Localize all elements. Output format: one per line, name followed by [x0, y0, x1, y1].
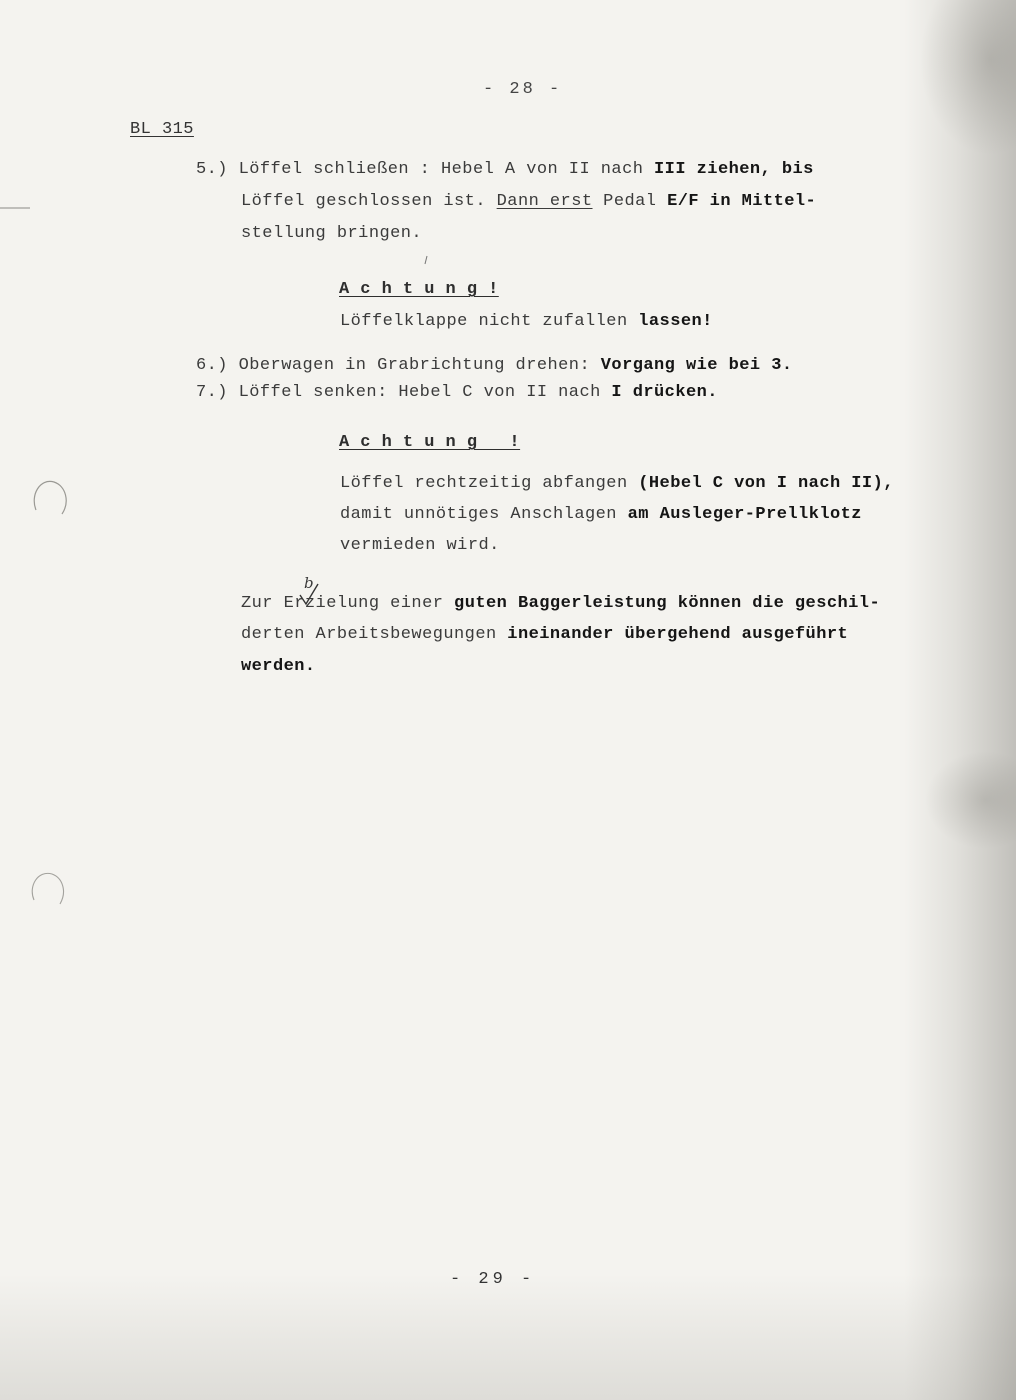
warning-1-text-main: Löffelklappe nicht zufallen — [340, 312, 639, 331]
warning-2-line-1 — [340, 474, 894, 494]
warning-2-line-3: vermieden wird. — [340, 536, 500, 555]
closing-line-1 — [241, 594, 880, 614]
document-reference: BL 315 — [130, 120, 194, 139]
closing-line-3: werden. — [241, 657, 316, 676]
closing-line-1-emphasis: guten Baggerleistung können die geschil- — [454, 594, 881, 613]
page-number-bottom: - 29 - — [450, 1270, 536, 1289]
warning-1-heading: A c h t u n g ! — [339, 280, 499, 299]
closing-line-2 — [241, 625, 848, 645]
step-6-text: 6.) Oberwagen in Grabrichtung drehen: — [196, 356, 601, 375]
step-5-line-1-emphasis: III ziehen, bis — [654, 160, 814, 179]
warning-2-line-2 — [340, 505, 862, 525]
step-5-line-3: stellung bringen. — [241, 224, 423, 243]
page-number-top: - 28 - — [483, 80, 563, 99]
warning-2-line-2-emphasis: am Ausleger-Prellklotz — [627, 505, 862, 524]
step-5-line-2-emphasis: E/F in Mittel- — [667, 192, 817, 211]
stray-mark — [425, 256, 427, 264]
closing-line-1-text: Zur Erzielung einer — [241, 594, 455, 613]
punch-hole-mark-lower — [32, 873, 63, 904]
step-7-emphasis: I drücken. — [611, 383, 718, 402]
closing-line-2-text: derten Arbeitsbewegungen — [241, 625, 508, 644]
step-6-emphasis: Vorgang wie bei 3. — [600, 356, 793, 375]
closing-line-2-emphasis: ineinander übergehend ausgeführt — [507, 625, 849, 644]
punch-hole-mark-upper — [34, 481, 66, 514]
step-7 — [196, 383, 718, 403]
step-5-line-2-middle: Pedal — [592, 192, 668, 211]
warning-1-text — [340, 312, 713, 332]
step-5-line-1 — [196, 160, 814, 180]
step-6 — [196, 356, 793, 376]
warning-2-line-1-text: Löffel rechtzeitig abfangen — [340, 474, 639, 493]
warning-2-heading: A c h t u n g ! — [339, 433, 521, 452]
step-7-text: 7.) Löffel senken: Hebel C von II nach — [196, 383, 612, 402]
step-5-underlined-phrase: Dann erst — [496, 192, 593, 211]
handwritten-correction: b — [304, 574, 314, 592]
warning-1-text-emphasis: lassen! — [638, 312, 713, 331]
warning-2-line-2-text: damit unnötiges Anschlagen — [340, 505, 628, 524]
warning-2-line-1-emphasis: (Hebel C von I nach II), — [638, 474, 894, 493]
step-5-line-1-text: 5.) Löffel schließen : Hebel A von II nach — [196, 160, 655, 179]
step-5-line-2 — [241, 192, 816, 212]
step-5-line-2-text: Löffel geschlossen ist. — [241, 192, 497, 211]
